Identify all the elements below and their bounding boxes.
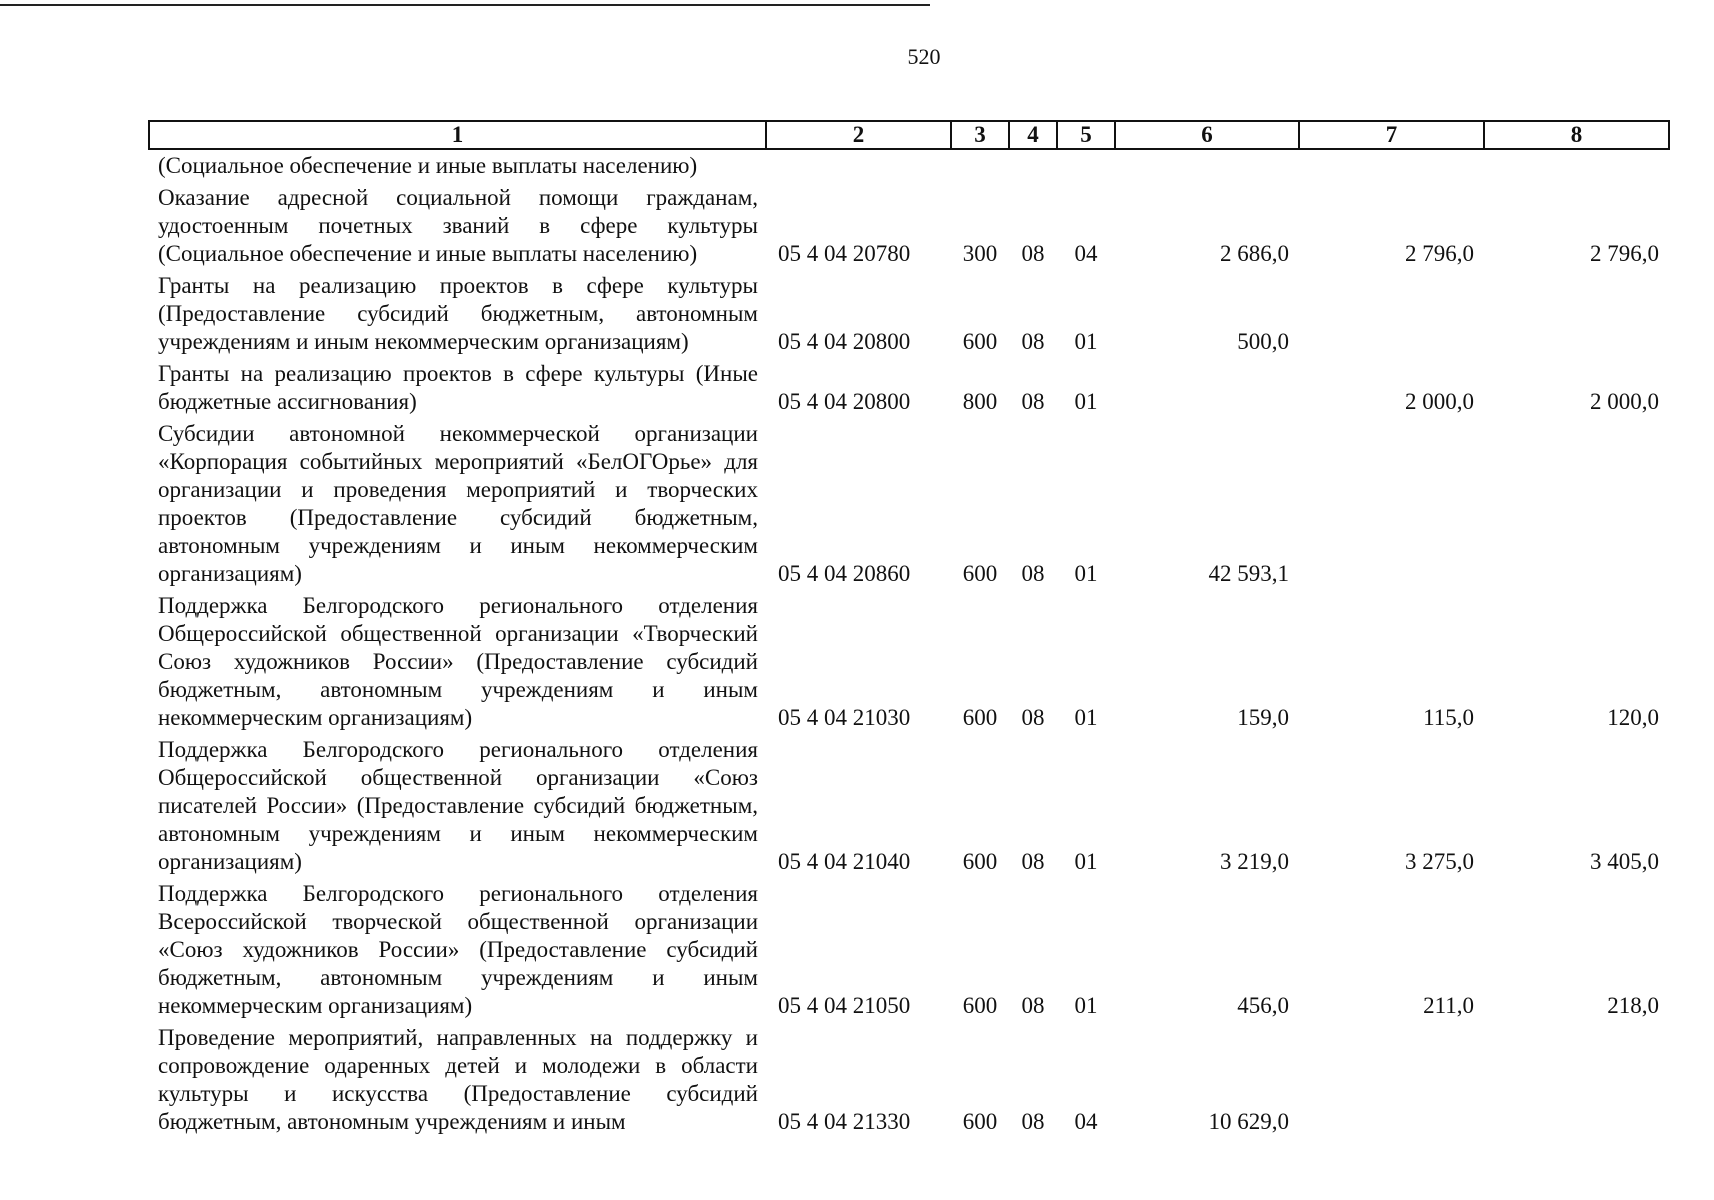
row-col-7: 115,0 [1423,705,1474,730]
continuation-row [149,149,1669,184]
header-col-3: 3 [951,121,1009,149]
row-col-7 [1299,1024,1484,1140]
row-col-8 [1484,272,1669,360]
table-row [149,184,1669,272]
continuation-text: (Социальное обеспечение и иные выплаты населению) [158,153,698,178]
row-col-4: 08 [1021,561,1045,586]
row-code: 05 4 04 20860 [778,561,911,586]
row-code: 05 4 04 21030 [778,705,911,730]
row-col-4: 08 [1021,241,1045,266]
page-number: 520 [907,44,941,69]
row-col-4: 08 [1021,1109,1045,1134]
table-row [149,736,1669,880]
header-col-5: 5 [1057,121,1115,149]
header-row [149,121,1669,149]
row-description: Гранты на реализацию проектов в сфере культуры (Иные бюджетные ассигнования) [158,361,758,414]
row-col-6 [1115,360,1299,420]
row-col-3: 600 [962,561,998,586]
header-col-6: 6 [1115,121,1299,149]
row-description: Оказание адресной социальной помощи гражданам, удостоенным почетных званий в сфере культуры (Социальное обеспечение и иные выплаты населению) [158,185,758,266]
row-col-8: 218,0 [1607,993,1659,1018]
row-col-8 [1484,420,1669,592]
table-row [149,420,1669,592]
table-row [149,880,1669,1024]
row-col-8: 120,0 [1607,705,1659,730]
row-description: Проведение мероприятий, направленных на поддержку и сопровождение одаренных детей и молодежи в области культуры и искусства (Предоставление субсидий бюджетным, автономным учреждениям и иным [158,1025,758,1134]
budget-table [148,120,1670,1140]
scan-edge-line [0,4,930,6]
row-col-6: 2 686,0 [1220,241,1289,266]
row-col-5: 01 [1074,561,1098,586]
row-description: Поддержка Белгородского регионального отделения Общероссийской общественной организации «Творческий Союз художников России» (Предоставление субсидий бюджетным, автономным учреждениям и иным некоммерческим организациям) [158,593,758,730]
row-code: 05 4 04 20800 [778,389,911,414]
row-code: 05 4 04 20800 [778,329,911,354]
header-col-2: 2 [766,121,951,149]
row-col-7 [1299,420,1484,592]
table-row [149,1024,1669,1140]
table-row [149,272,1669,360]
row-col-3: 300 [962,241,998,266]
row-description: Гранты на реализацию проектов в сфере культуры (Предоставление субсидий бюджетным, автономным учреждениям и иным некоммерческим организациям) [158,273,758,354]
row-col-4: 08 [1021,705,1045,730]
row-col-6: 500,0 [1237,329,1289,354]
table-row [149,592,1669,736]
row-description: Поддержка Белгородского регионального отделения Общероссийской общественной организации «Союз писателей России» (Предоставление субсидий бюджетным, автономным учреждениям и иным некоммерческим организациям) [158,737,758,874]
row-col-4: 08 [1021,849,1045,874]
row-code: 05 4 04 21050 [778,993,911,1018]
row-col-6: 10 629,0 [1208,1109,1289,1134]
header-col-8: 8 [1484,121,1669,149]
row-col-8 [1484,1024,1669,1140]
row-col-8: 3 405,0 [1590,849,1659,874]
row-col-3: 800 [962,389,998,414]
row-col-7: 2 000,0 [1405,389,1474,414]
row-col-6: 456,0 [1237,993,1289,1018]
row-col-3: 600 [962,993,998,1018]
row-col-7 [1299,272,1484,360]
row-col-6: 159,0 [1237,705,1289,730]
table-row [149,360,1669,420]
row-col-7: 211,0 [1423,993,1474,1018]
row-code: 05 4 04 21040 [778,849,911,874]
row-col-4: 08 [1021,389,1045,414]
row-description: Поддержка Белгородского регионального отделения Всероссийской творческой общественной организации «Союз художников России» (Предоставление субсидий бюджетным, автономным учреждениям и иным некоммерческим организациям) [158,881,758,1018]
row-col-8: 2 000,0 [1590,389,1659,414]
row-col-5: 01 [1074,705,1098,730]
row-col-5: 04 [1074,1109,1098,1134]
row-col-5: 01 [1074,329,1098,354]
row-col-5: 01 [1074,993,1098,1018]
row-col-8: 2 796,0 [1590,241,1659,266]
header-col-1: 1 [149,121,766,149]
row-col-7: 2 796,0 [1405,241,1474,266]
row-col-3: 600 [962,705,998,730]
row-description: Субсидии автономной некоммерческой организации «Корпорация событийных мероприятий «БелОГОрье» для организации и проведения мероприятий и творческих проектов (Предоставление субсидий бюджетным, автономным учреждениям и иным некоммерческим организациям) [158,421,758,586]
row-col-7: 3 275,0 [1405,849,1474,874]
row-col-6: 42 593,1 [1208,561,1289,586]
row-col-4: 08 [1021,993,1045,1018]
row-col-3: 600 [962,1109,998,1134]
row-col-5: 04 [1074,241,1098,266]
row-col-3: 600 [962,329,998,354]
row-col-5: 01 [1074,389,1098,414]
row-code: 05 4 04 21330 [778,1109,911,1134]
row-col-5: 01 [1074,849,1098,874]
row-code: 05 4 04 20780 [778,241,911,266]
row-col-3: 600 [962,849,998,874]
row-col-4: 08 [1021,329,1045,354]
header-col-7: 7 [1299,121,1484,149]
row-col-6: 3 219,0 [1220,849,1289,874]
header-col-4: 4 [1009,121,1057,149]
